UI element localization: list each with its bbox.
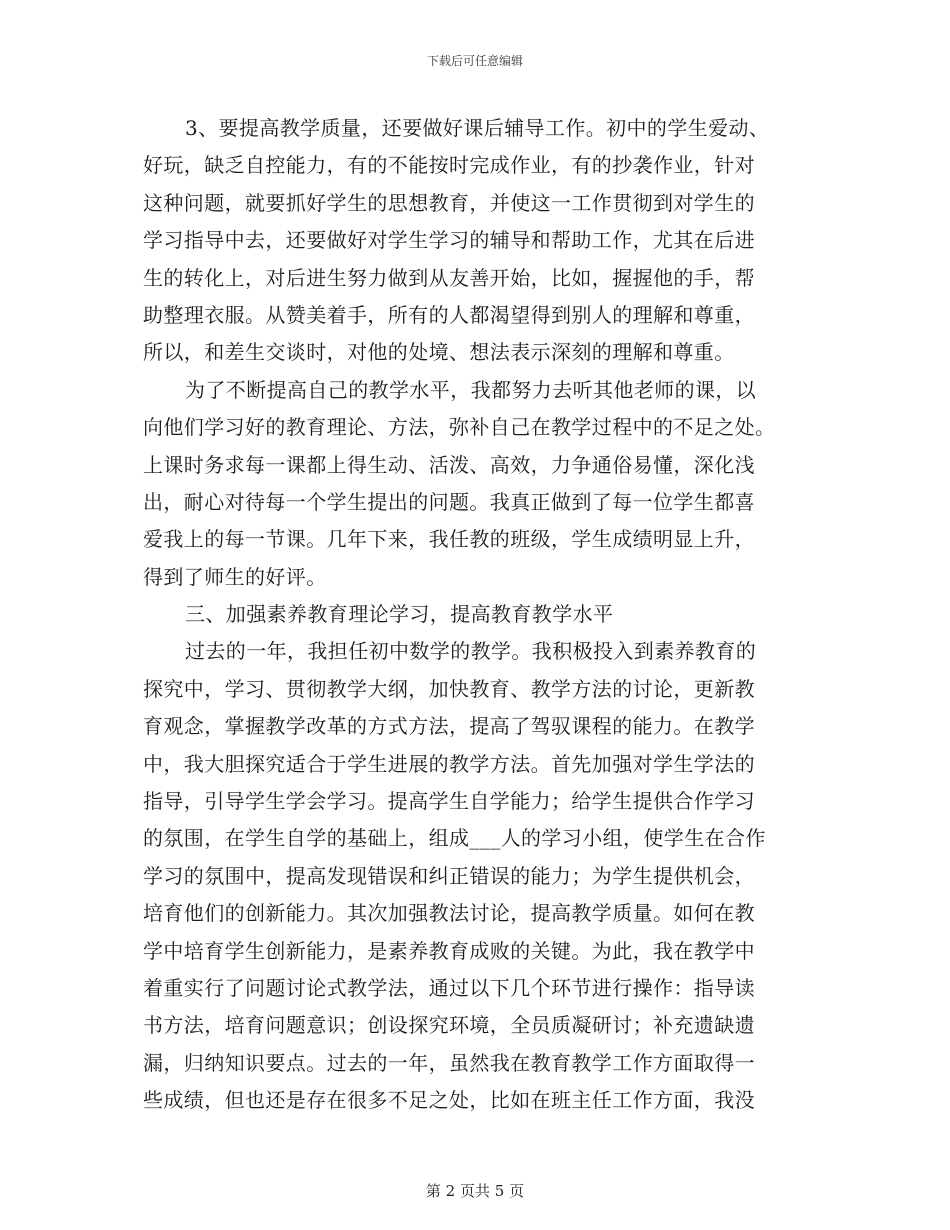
- paragraph-line: 指导，引导学生学会学习。提高学生自学能力；给学生提供合作学习: [143, 789, 755, 814]
- paragraph-line: 助整理衣服。从赞美着手，所有的人都渴望得到别人的理解和尊重，: [143, 302, 755, 327]
- section-heading: 三、加强素养教育理论学习，提高教育教学水平: [185, 602, 614, 627]
- paragraph-line: 着重实行了问题讨论式教学法，通过以下几个环节进行操作：指导读: [143, 975, 755, 1000]
- document-body: [143, 110, 813, 1120]
- paragraph-line: 培育他们的创新能力。其次加强教法讨论，提高教学质量。如何在教: [143, 901, 755, 926]
- paragraph-line: 好玩，缺乏自控能力，有的不能按时完成作业，有的抄袭作业，针对: [143, 153, 755, 178]
- paragraph-line: 得到了师生的好评。: [143, 564, 327, 589]
- paragraph-line: 为了不断提高自己的教学水平，我都努力去听其他老师的课，以: [185, 377, 757, 402]
- paragraph-line: 3、要提高教学质量，还要做好课后辅导工作。初中的学生爱动、: [185, 116, 770, 140]
- paragraph-line: 上课时务求每一课都上得生动、活泼、高效，力争通俗易懂，深化浅: [143, 452, 755, 477]
- paragraph-line: 育观念，掌握教学改革的方式方法，提高了驾驭课程的能力。在教学: [143, 714, 755, 739]
- paragraph-line: 些成绩，但也还是存在很多不足之处，比如在班主任工作方面，我没: [143, 1088, 755, 1113]
- page-footer: 第 2 页共 5 页: [425, 1182, 525, 1200]
- paragraph-line: 向他们学习好的教育理论、方法，弥补自己在教学过程中的不足之处。: [143, 415, 776, 440]
- page-header: 下载后可任意编辑: [426, 54, 523, 68]
- paragraph-line: 爱我上的每一节课。几年下来，我任教的班级，学生成绩明显上升，: [143, 527, 755, 552]
- paragraph-line: 探究中，学习、贯彻教学大纲，加快教育、教学方法的讨论，更新教: [143, 676, 755, 701]
- paragraph-line: 的氛围，在学生自学的基础上，组成___人的学习小组，使学生在合作: [143, 826, 766, 851]
- paragraph-line: 学习指导中去，还要做好对学生学习的辅导和帮助工作，尤其在后进: [143, 228, 755, 253]
- paragraph-line: 书方法，培育问题意识；创设探究环境，全员质凝研讨；补充遗缺遗: [143, 1013, 755, 1038]
- paragraph-line: 过去的一年，我担任初中数学的教学。我积极投入到素养教育的: [185, 639, 757, 664]
- paragraph-line: 生的转化上，对后进生努力做到从友善开始，比如，握握他的手，帮: [143, 265, 755, 290]
- paragraph-line: 中，我大胆探究适合于学生进展的教学方法。首先加强对学生学法的: [143, 751, 755, 776]
- paragraph-line: 所以，和差生交谈时，对他的处境、想法表示深刻的理解和尊重。: [143, 340, 735, 365]
- paragraph-line: 漏，归纳知识要点。过去的一年，虽然我在教育教学工作方面取得一: [143, 1050, 755, 1075]
- paragraph-line: 学习的氛围中，提高发现错误和纠正错误的能力；为学生提供机会，: [143, 863, 755, 888]
- paragraph-line: 这种问题，就要抓好学生的思想教育，并使这一工作贯彻到对学生的: [143, 190, 755, 215]
- paragraph-line: 学中培育学生创新能力，是素养教育成败的关键。为此，我在教学中: [143, 938, 755, 963]
- paragraph-line: 出，耐心对待每一个学生提出的问题。我真正做到了每一位学生都喜: [143, 489, 755, 514]
